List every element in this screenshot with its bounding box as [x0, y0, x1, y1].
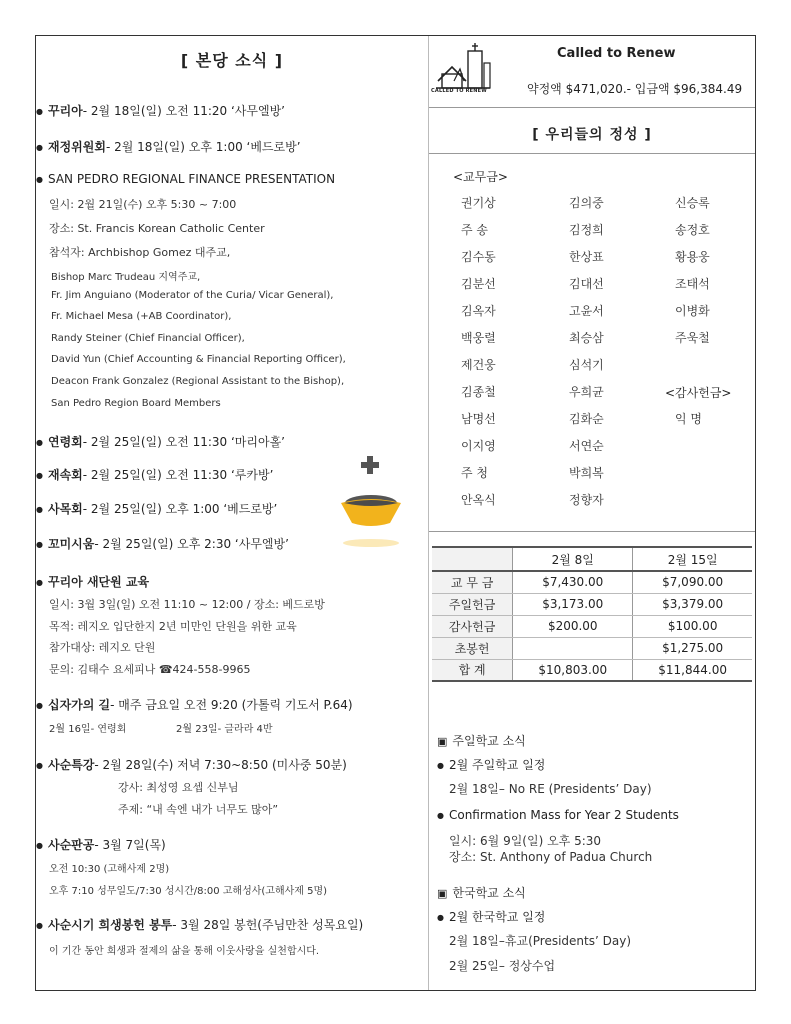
- donor-name: 주 송: [461, 223, 488, 237]
- table-header-date: 2월 15일: [633, 547, 752, 571]
- donor-name: 김옥자: [461, 304, 496, 318]
- table-header-date: 2월 8일: [513, 547, 633, 571]
- donor-name: 서연순: [569, 439, 604, 453]
- lecture-detail: 강사: 최성영 요셉 신부님: [118, 781, 239, 794]
- news-item-comitium: ● 꼬미시움- 2월 25일(일) 오후 2:30 ‘사무엘방’: [36, 535, 289, 552]
- offering-totals-table: [432, 546, 752, 682]
- curia-detail: 일시: 3월 3일(일) 오전 11:10 ~ 12:00 / 장소: 베드로방: [49, 598, 325, 611]
- korean-school-schedule-heading: ● 2월 한국학교 일정: [437, 908, 545, 925]
- finance-detail: David Yun (Chief Accounting & Financial Reporting Officer),: [51, 354, 346, 365]
- confirmation-detail: 일시: 6월 9일(일) 오후 5:30: [449, 834, 602, 848]
- table-header-blank: [432, 547, 513, 571]
- news-item-funeral-ministry: ● 연령회- 2월 25일(일) 오전 11:30 ‘마리아홀’: [36, 433, 285, 450]
- confession-detail: 오후 7:10 성무일도/7:30 성시간/8:00 고해성사(고해사제 5명): [49, 886, 328, 897]
- sunday-school-schedule-line: 2월 18일– No RE (Presidents’ Day): [449, 782, 652, 796]
- table-row: [432, 615, 752, 637]
- donor-name: 백웅렬: [461, 331, 496, 345]
- donor-name: 권기상: [461, 196, 496, 210]
- divider-line: [429, 153, 755, 154]
- renew-campaign-title: Called to Renew: [557, 46, 676, 61]
- news-item-curia: ● 꾸리아- 2월 18일(일) 오전 11:20 ‘사무엘방’: [36, 102, 285, 119]
- curia-detail: 목적: 레지오 입단한지 2년 미만인 단원을 위한 교육: [49, 620, 297, 633]
- finance-detail: Fr. Jim Anguiano (Moderator of the Curia/ Vicar General),: [51, 290, 334, 301]
- divider-line: [429, 107, 755, 108]
- news-item-lenten-lecture: ● 사순특강- 2월 28일(수) 저녁 7:30~8:50 (미사중 50분): [36, 756, 347, 773]
- donor-name: 제건웅: [461, 358, 496, 372]
- table-row: [432, 571, 752, 593]
- finance-detail: San Pedro Region Board Members: [51, 398, 221, 409]
- news-item-lenten-confession: ● 사순판공- 3월 7일(목): [36, 836, 166, 853]
- donor-name: 우희균: [569, 385, 604, 399]
- envelope-detail: 이 기간 동안 희생과 절제의 삶을 통해 이웃사랑을 실천합시다.: [49, 946, 320, 957]
- logo-caption: CALLED TO RENEW: [431, 88, 488, 94]
- donor-name: 고윤서: [569, 304, 604, 318]
- donor-name: 조태석: [675, 277, 710, 291]
- finance-detail: 장소: St. Francis Korean Catholic Center: [49, 222, 265, 235]
- news-item-finance-presentation: ● SAN PEDRO REGIONAL FINANCE PRESENTATION: [36, 172, 335, 186]
- row-value: $7,090.00: [633, 571, 752, 593]
- thanks-offering-name: 익 명: [675, 412, 702, 426]
- row-value: $3,379.00: [633, 593, 752, 615]
- renew-campaign-amounts: 약정액 $471,020.- 입금액 $96,384.49: [527, 82, 743, 96]
- row-label: 교 무 금: [432, 571, 513, 593]
- donor-name: 황용웅: [675, 250, 710, 264]
- news-item-lenten-envelope: ● 사순시기 희생봉헌 봉투- 3월 28일 봉헌(주님만찬 성목요일): [36, 916, 363, 933]
- sunday-school-schedule-heading: ● 2월 주일학교 일정: [437, 756, 545, 773]
- curia-detail: 문의: 김태수 요세피나 ☎424-558-9965: [49, 663, 251, 676]
- korean-school-heading: ▣ 한국학교 소식: [437, 884, 526, 901]
- parish-news-column: [36, 36, 428, 990]
- row-value: $100.00: [633, 615, 752, 637]
- finance-detail: Fr. Michael Mesa (+AB Coordinator),: [51, 311, 232, 322]
- donor-name: 이지영: [461, 439, 496, 453]
- row-value: $11,844.00: [633, 659, 752, 681]
- renew-and-giving-column: [429, 36, 755, 990]
- row-label: 초봉헌: [432, 637, 513, 659]
- row-value: $10,803.00: [513, 659, 633, 681]
- donor-name: 정향자: [569, 493, 604, 507]
- tithe-heading: <교무금>: [453, 170, 508, 184]
- news-item-secular-order: ● 재속회- 2월 25일(일) 오전 11:30 ‘루카방’: [36, 466, 273, 483]
- table-row: [432, 593, 752, 615]
- row-value: $7,430.00: [513, 571, 633, 593]
- news-item-curia-training: ● 꾸리아 새단원 교육: [36, 573, 149, 590]
- confirmation-mass-heading: ● Confirmation Mass for Year 2 Students: [437, 808, 679, 822]
- sunday-school-heading: ▣ 주일학교 소식: [437, 732, 526, 749]
- donor-name: 이병화: [675, 304, 710, 318]
- curia-detail: 참가대상: 레지오 단원: [49, 641, 156, 654]
- korean-school-line: 2월 18일–휴교(Presidents’ Day): [449, 934, 632, 948]
- finance-detail: 일시: 2월 21일(수) 오후 5:30 ~ 7:00: [49, 198, 237, 211]
- donor-name: 김종철: [461, 385, 496, 399]
- donor-name: 김분선: [461, 277, 496, 291]
- divider-line: [429, 531, 755, 532]
- finance-detail: Bishop Marc Trudeau 지역주교,: [51, 272, 201, 283]
- lecture-detail: 주제: “내 속엔 내가 너무도 많아”: [118, 803, 279, 816]
- offering-bowl-icon: [336, 451, 406, 551]
- donor-name: 김화순: [569, 412, 604, 426]
- korean-school-line: 2월 25일– 정상수업: [449, 959, 556, 973]
- row-value: $3,173.00: [513, 593, 633, 615]
- table-row: [432, 659, 752, 681]
- row-value: [513, 637, 633, 659]
- donor-name: 안옥식: [461, 493, 496, 507]
- news-item-pastoral-council: ● 사목회- 2월 25일(일) 오후 1:00 ‘베드로방’: [36, 500, 277, 517]
- row-label: 감사헌금: [432, 615, 513, 637]
- finance-detail: Randy Steiner (Chief Financial Officer),: [51, 333, 245, 344]
- donor-name: 김대선: [569, 277, 604, 291]
- stations-detail: 2월 16일- 연령회: [49, 724, 127, 735]
- donor-name: 김수동: [461, 250, 496, 264]
- row-label: 주일헌금: [432, 593, 513, 615]
- row-value: $200.00: [513, 615, 633, 637]
- confirmation-detail: 장소: St. Anthony of Padua Church: [449, 850, 653, 864]
- confession-detail: 오전 10:30 (고해사제 2명): [49, 864, 170, 875]
- donor-name: 박희복: [569, 466, 604, 480]
- giving-title: [ 우리들의 정성 ]: [532, 127, 652, 143]
- donor-name: 최승삼: [569, 331, 604, 345]
- row-label: 합 계: [432, 659, 513, 681]
- donor-name: 신승록: [675, 196, 710, 210]
- parish-news-title: [ 본당 소식 ]: [180, 51, 284, 70]
- news-item-finance-committee: ● 재정위원회- 2월 18일(일) 오후 1:00 ‘베드로방’: [36, 138, 301, 155]
- thanks-offering-heading: <감사헌금>: [665, 386, 732, 400]
- news-item-stations-of-cross: ● 십자가의 길- 매주 금요일 오전 9:20 (가톨릭 기도서 P.64): [36, 696, 353, 713]
- donor-name: 주 청: [461, 466, 488, 480]
- donor-name: 주욱철: [675, 331, 710, 345]
- table-row: [432, 637, 752, 659]
- donor-name: 심석기: [569, 358, 604, 372]
- stations-detail: 2월 23일- 글라라 4반: [176, 724, 273, 735]
- donor-name: 송정호: [675, 223, 710, 237]
- donor-name: 한상표: [569, 250, 604, 264]
- table-header-row: [432, 547, 752, 571]
- donor-name: 김정희: [569, 223, 604, 237]
- donor-name: 김의중: [569, 196, 604, 210]
- finance-detail: 참석자: Archbishop Gomez 대주교,: [49, 246, 231, 259]
- donor-name: 남명선: [461, 412, 496, 426]
- row-value: $1,275.00: [633, 637, 752, 659]
- finance-detail: Deacon Frank Gonzalez (Regional Assistant to the Bishop),: [51, 376, 345, 387]
